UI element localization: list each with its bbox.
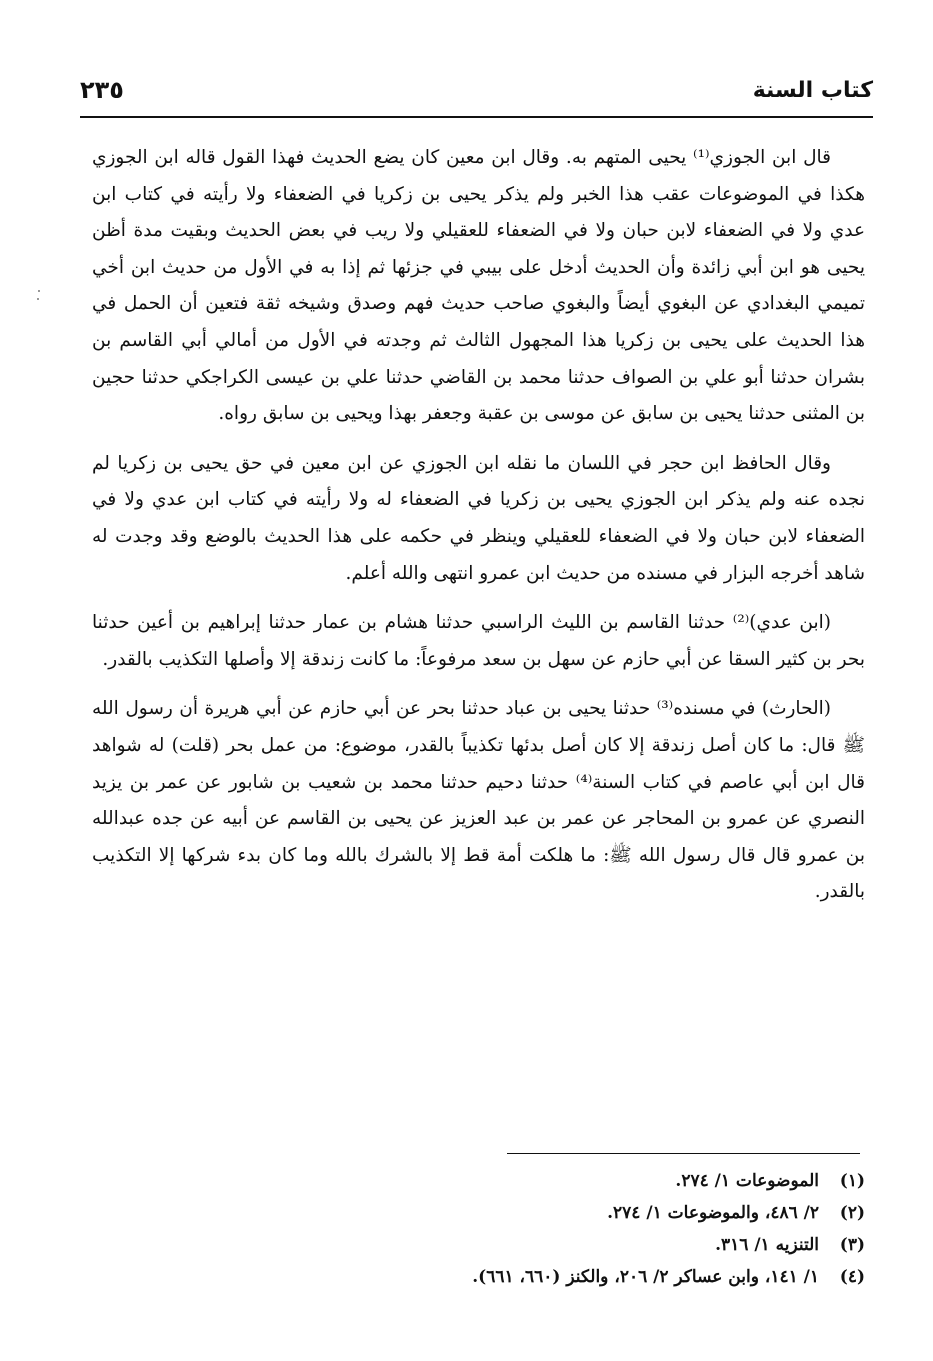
footnote-number: (٤) bbox=[839, 1267, 865, 1287]
main-text bbox=[92, 140, 865, 924]
footnote-item bbox=[300, 1197, 865, 1229]
scan-speck bbox=[38, 290, 40, 292]
page-number: ٢٣٥ bbox=[80, 76, 124, 104]
book-title: كتاب السنة bbox=[752, 77, 873, 103]
footnote-item bbox=[300, 1229, 865, 1261]
footnote-number: (١) bbox=[839, 1171, 865, 1191]
footnote-text: التنزيه ١/ ٣١٦. bbox=[715, 1235, 819, 1255]
footnotes bbox=[300, 1165, 865, 1293]
paragraph: (ابن عدي)⁽²⁾ حدثنا القاسم بن الليث الراسبي حدثنا هشام بن عمار حدثنا إبراهيم بن أعين حدثنا بحر بن كثير السقا عن أبي حازم عن سهل بن سعد مرفوعاً: ما كانت زندقة إلا وأصلها التكذيب بالقدر. bbox=[92, 612, 865, 670]
scan-speck bbox=[37, 298, 39, 300]
paragraph: قال ابن الجوزي⁽¹⁾ يحيى المتهم به. وقال ابن معين كان يضع الحديث فهذا القول قاله ابن الجوزي هكذا في الموضوعات عقب هذا الخبر ولم يذكر يحيى بن زكريا في الضعفاء ولا رأيته في كتاب ابن عدي ولا في الضعفاء لابن حبان ولا في الضعفاء للعقيلي ولا ريب في بعض الحديث وبقيت مدة أظن يحيى هو ابن أبي زائدة وأن الحديث أدخل على بيبي في جزئها ثم إذا به في الأول من حديث ابن أخي تميمي البغدادي عن البغوي أيضاً والبغوي صاحب حديث فهم وصدق وشيخه ثقة فتعين أن الحمل في هذا الحديث على يحيى بن زكريا هذا المجهول الثالث ثم وجدته في الأول من أمالي أبي القاسم بن بشران حدثنا أبو علي بن الصواف حدثنا محمد بن القاضي حدثنا علي بن عيسى الكراجكي حدثنا حجين بن المثنى حدثنا يحيى بن سابق عن موسى بن عقبة وجعفر بهذا ويحيى بن سابق رواه. bbox=[92, 147, 865, 425]
footnote-item bbox=[300, 1165, 865, 1197]
footnote-item bbox=[300, 1261, 865, 1293]
footnote-text: ١/ ١٤١، وابن عساكر ٢/ ٢٠٦، والكنز (٦٦٠، ٦٦١). bbox=[472, 1267, 819, 1287]
footnote-number: (٢) bbox=[839, 1203, 865, 1223]
footnote-text: ٢/ ٤٨٦، والموضوعات ١/ ٢٧٤. bbox=[607, 1203, 819, 1223]
paragraph: وقال الحافظ ابن حجر في اللسان ما نقله ابن الجوزي عن ابن معين في حق يحيى بن زكريا لم نجده عنه ولم يذكر ابن الجوزي يحيى بن زكريا في الضعفاء له ولا رأيته في كتاب ابن عدي ولا في الضعفاء لابن حبان ولا في الضعفاء للعقيلي وينظر في حكمه على هذا الحديث بالوضع وقد وجدت له شاهد أخرجه البزار في مسنده من حديث ابن عمرو انتهى والله أعلم. bbox=[92, 452, 865, 584]
footnote-number: (٣) bbox=[839, 1235, 865, 1255]
paragraph: (الحارث) في مسنده⁽³⁾ حدثنا يحيى بن عباد حدثنا بحر عن أبي حازم عن أبي هريرة أن رسول الله ﷺ قال: ما كان أصل زندقة إلا كان أصل بدئها تكذيباً بالقدر، موضوع: من عمل بحر (قلت) له شواهد قال ابن أبي عاصم في كتاب السنة⁽⁴⁾ حدثنا دحيم حدثنا محمد بن شعيب بن شابور عن عمر بن يزيد النصري عن عمرو بن المحاجر عن عمر بن عبد العزيز عن يحيى بن القاسم عن أبيه عن جده عبدالله بن عمرو قال قال رسول الله ﷺ: ما هلكت أمة قط إلا بالشرك بالله وما كان بدء شركها إلا التكذيب بالقدر. bbox=[92, 698, 865, 903]
footnote-separator bbox=[507, 1153, 860, 1154]
running-header bbox=[80, 64, 873, 118]
footnote-text: الموضوعات ١/ ٢٧٤. bbox=[675, 1171, 819, 1191]
